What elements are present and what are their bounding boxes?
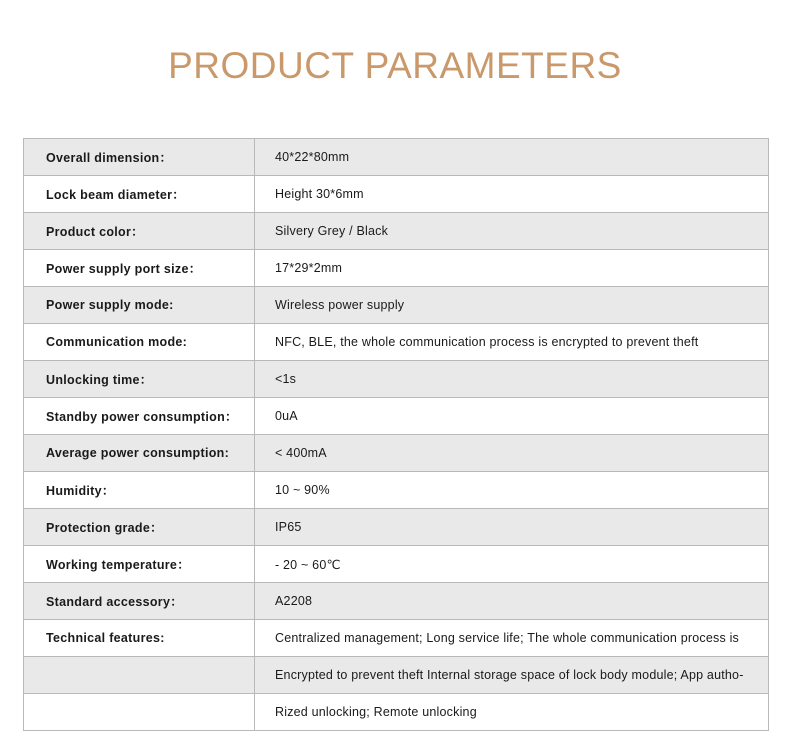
row-label: Technical features:	[24, 620, 255, 657]
table-row	[24, 657, 769, 694]
table-row	[24, 546, 769, 583]
row-value: 40*22*80mm	[255, 139, 769, 176]
row-value: 0uA	[255, 398, 769, 435]
table-row	[24, 472, 769, 509]
row-value: 17*29*2mm	[255, 250, 769, 287]
table-row	[24, 287, 769, 324]
row-label: Average power consumption:	[24, 435, 255, 472]
row-value: NFC, BLE, the whole communication process is encrypted to prevent theft	[255, 324, 769, 361]
table-row	[24, 435, 769, 472]
row-label	[24, 694, 255, 731]
row-label: Unlocking time：	[24, 361, 255, 398]
table-row	[24, 361, 769, 398]
table-row	[24, 509, 769, 546]
row-label: Standby power consumption：	[24, 398, 255, 435]
table-row	[24, 250, 769, 287]
row-label: Product color：	[24, 213, 255, 250]
table-row	[24, 213, 769, 250]
row-value: 10 ~ 90%	[255, 472, 769, 509]
table-row	[24, 398, 769, 435]
row-label: Working temperature：	[24, 546, 255, 583]
table-row	[24, 139, 769, 176]
row-value: - 20 ~ 60℃	[255, 546, 769, 583]
row-value: IP65	[255, 509, 769, 546]
row-value: <1s	[255, 361, 769, 398]
table-row	[24, 583, 769, 620]
table-row	[24, 694, 769, 731]
table-row	[24, 176, 769, 213]
row-value: Centralized management; Long service life; The whole communication process is	[255, 620, 769, 657]
row-value: Encrypted to prevent theft Internal storage space of lock body module; App autho-	[255, 657, 769, 694]
page-title: PRODUCT PARAMETERS	[168, 45, 622, 86]
row-label: Lock beam diameter：	[24, 176, 255, 213]
row-value: Height 30*6mm	[255, 176, 769, 213]
row-value: < 400mA	[255, 435, 769, 472]
row-label: Communication mode:	[24, 324, 255, 361]
row-label: Power supply mode:	[24, 287, 255, 324]
table-row	[24, 324, 769, 361]
row-value: Silvery Grey / Black	[255, 213, 769, 250]
row-label: Standard accessory：	[24, 583, 255, 620]
row-value: A2208	[255, 583, 769, 620]
row-label: Protection grade：	[24, 509, 255, 546]
row-value: Wireless power supply	[255, 287, 769, 324]
row-label: Overall dimension：	[24, 139, 255, 176]
row-label: Humidity：	[24, 472, 255, 509]
product-parameters-table	[23, 138, 769, 731]
row-label: Power supply port size：	[24, 250, 255, 287]
row-value: Rized unlocking; Remote unlocking	[255, 694, 769, 731]
row-label	[24, 657, 255, 694]
table-row	[24, 620, 769, 657]
